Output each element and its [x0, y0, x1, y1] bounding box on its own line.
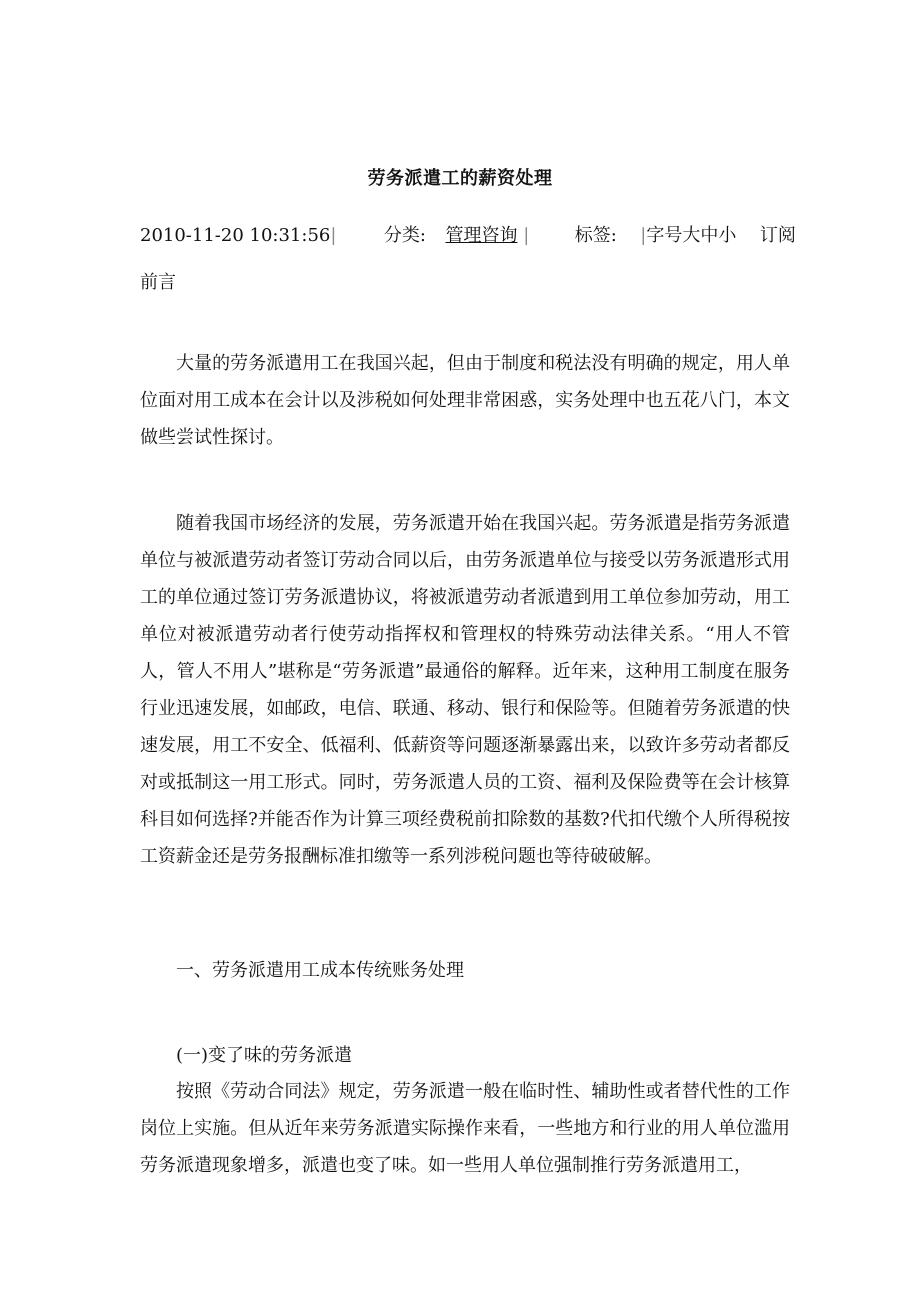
article-meta-bar	[140, 221, 800, 247]
paragraph-background: 随着我国市场经济的发展，劳务派遣开始在我国兴起。劳务派遣是指劳务派遣单位与被派遣劳动者签订劳动合同以后，由劳务派遣单位与接受以劳务派遣形式用工的单位通过签订劳务派遣协议，将被派遣劳动者派遣到用工单位参加劳动，用工单位对被派遣劳动者行使劳动指挥权和管理权的特殊劳动法律关系。“用人不管人，管人不用人”堪称是“劳务派遣”最通俗的解释。近年来，这种用工制度在服务行业迅速发展，如邮政，电信、联通、移动、银行和保险等。但随着劳务派遣的快速发展，用工不安全、低福利、低薪资等问题逐渐暴露出来，以致许多劳动者都反对或抵制这一用工形式。同时，劳务派遣人员的工资、福利及保险费等在会计核算科目如何选择?并能否作为计算三项经费税前扣除数的基数?代扣代缴个人所得税按工资薪金还是劳务报酬标准扣缴等一系列涉税问题也等待破破解。	[140, 513, 790, 867]
preface-label: 前言	[140, 272, 176, 293]
meta-separator: |	[523, 225, 530, 246]
post-datetime: 2010-11-20 10:31:56	[140, 225, 331, 246]
font-size-medium-link[interactable]: 中	[700, 225, 719, 246]
article-title: 劳务派遣工的薪资处理	[367, 168, 553, 189]
meta-separator: |	[640, 225, 647, 246]
paragraph-intro: 大量的劳务派遣用工在我国兴起，但由于制度和税法没有明确的规定，用人单位面对用工成本在会计以及涉税如何处理非常困惑，实务处理中也五花八门，本文做些尝试性探讨。	[140, 353, 790, 448]
tags-label: 标签:	[574, 225, 617, 246]
subscribe-link[interactable]: 订阅	[759, 225, 796, 246]
category-label: 分类:	[383, 225, 426, 246]
font-size-small-link[interactable]: 小	[718, 225, 737, 246]
meta-separator: |	[330, 225, 337, 246]
subsection-heading: (一)变了味的劳务派遣	[176, 1045, 353, 1066]
paragraph-labor-contract-law: 按照《劳动合同法》规定，劳务派遣一般在临时性、辅助性或者替代性的工作岗位上实施。但从近年来劳务派遣实际操作来看，一些地方和行业的用人单位滥用劳务派遣现象增多，派遣也变了味。如一些用人单位强制推行劳务派遣用工，	[140, 1081, 790, 1176]
font-size-large-link[interactable]: 大	[682, 225, 701, 246]
font-size-label: 字号	[646, 225, 683, 246]
category-link[interactable]: 管理咨询	[445, 225, 518, 246]
section-heading: 一、劳务派遣用工成本传统账务处理	[176, 960, 464, 981]
